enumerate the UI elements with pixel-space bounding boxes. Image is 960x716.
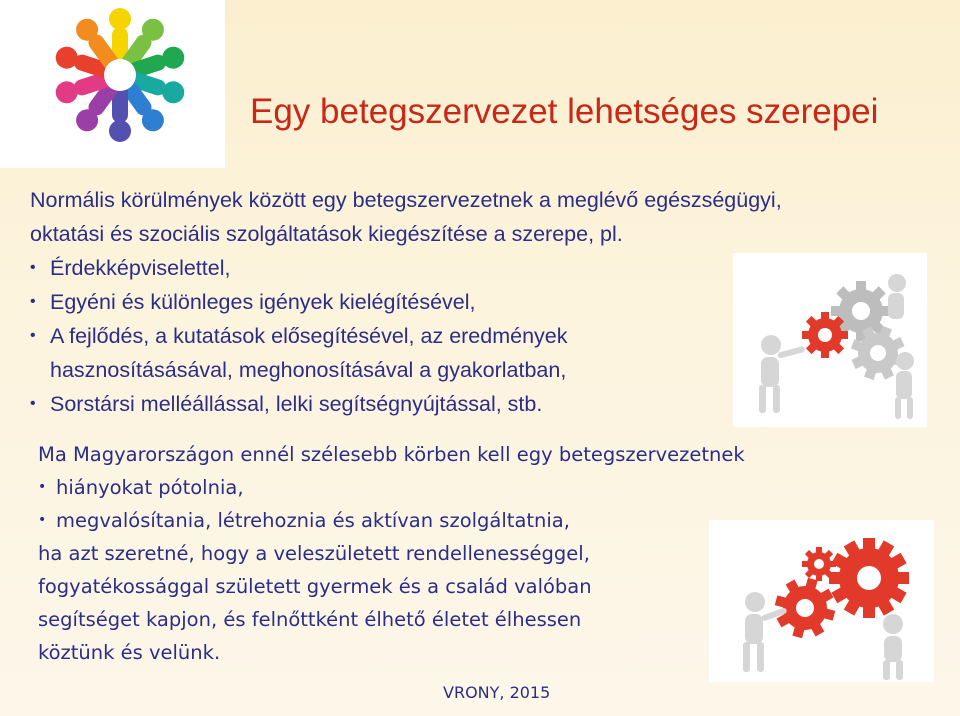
list-item-continuation: hasznosításásával, meghonosításával a gyakorlatban, (50, 358, 567, 382)
hungary-block (38, 438, 745, 669)
list-item-text: A fejlődés, a kutatások elősegítésével, az eredmények (50, 324, 568, 348)
list-item: • hiányokat pótolnia, (38, 471, 718, 504)
list-item: • Érdekképviselettel, (30, 251, 960, 285)
list-item: • Egyéni és különleges igények kielégítésével, (30, 285, 960, 319)
hungary-intro: Ma Magyarországon ennél szélesebb körben kell egy betegszervezetnek (38, 443, 745, 466)
list-item: • Sorstársi melléállással, lelki segítségnyújtással, stb. (30, 387, 960, 421)
red-gears-team-image (709, 520, 934, 682)
page-title: Egy betegszervezet lehetséges szerepei (250, 92, 879, 131)
intro-line-2: oktatási és szociális szolgáltatások kiegészítése a szerepe, pl. (30, 222, 623, 246)
hungary-list (38, 471, 718, 537)
gear-team-icon (733, 253, 927, 427)
gear-team-image (733, 253, 927, 427)
people-circle-logo (0, 0, 225, 168)
footer-credit: VRONY, 2015 (443, 683, 551, 702)
closing-line: segítséget kapjon, és felnőttként élhető életet élhessen (38, 608, 582, 631)
intro-line-1: Normális körülmények között egy betegszervezetnek a meglévő egészségügyi, (30, 188, 782, 212)
closing-line: fogyatékossággal született gyermek és a család valóban (38, 575, 592, 598)
colorful-people-circle-icon (0, 0, 225, 168)
list-item: • megvalósítania, létrehoznia és aktívan szolgáltatnia, (38, 504, 718, 537)
closing-line: ha azt szeretné, hogy a veleszületett rendellenességgel, (38, 542, 590, 565)
closing-line: köztünk és velünk. (38, 641, 221, 664)
red-gears-team-icon (709, 520, 934, 682)
